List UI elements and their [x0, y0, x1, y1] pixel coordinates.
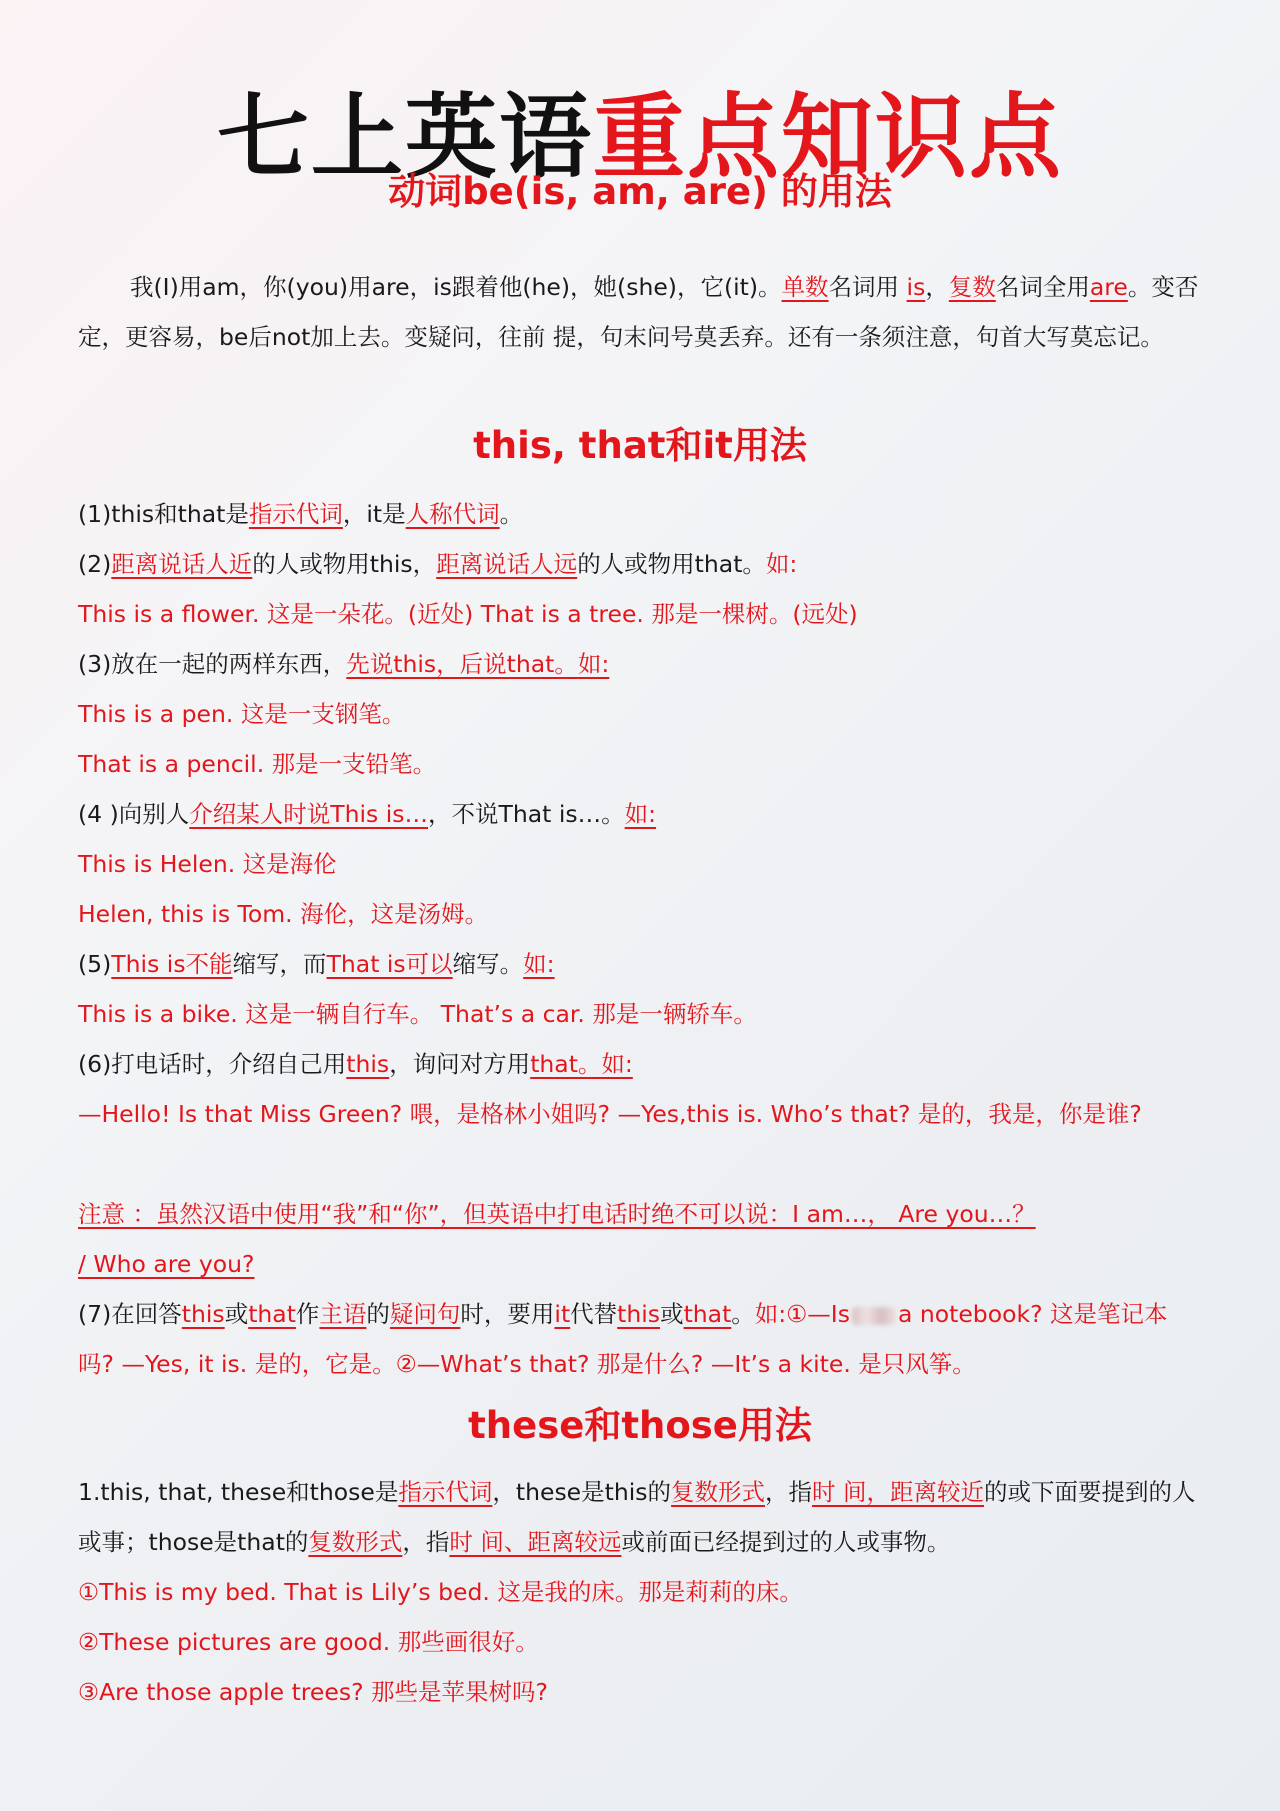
underlined-term: 复数形式 [671, 1478, 766, 1506]
text: (2) [78, 550, 112, 578]
text: ，指 [402, 1528, 450, 1556]
underlined-term: this [617, 1300, 661, 1328]
text: (3)放在一起的两样东西， [78, 650, 347, 678]
section-this-heading: this, that和it用法 [473, 424, 807, 467]
text: 的 [366, 1300, 390, 1328]
text: 代替 [570, 1300, 618, 1328]
underlined-term: This is不能 [111, 950, 233, 978]
underlined-term: 指示代词 [248, 500, 343, 528]
section-these-heading: these和those用法 [468, 1404, 812, 1447]
underlined-term: 如: [624, 800, 657, 828]
be-singular: 单数 [781, 273, 829, 301]
this-example-6: This is a bike. 这是一辆自行车。 That’s a car. 那是一辆轿车。 [78, 1000, 757, 1028]
example-text: a notebook? 这是笔记本吗? —Yes, it is. 是的，它是。②—What’s that? 那是什么? —It’s a kite. 是只风筝。 [78, 1300, 1168, 1378]
text: (4 )向别人 [78, 800, 190, 828]
this-rule-1 [78, 496, 1200, 532]
these-paragraph [78, 1467, 1200, 1567]
this-rule-7 [78, 1289, 1200, 1389]
this-example-7: —Hello! Is that Miss Green? 喂，是格林小姐吗? —Yes,this is. Who’s that? 是的，我是，你是谁? [78, 1100, 1142, 1128]
text: 缩写。 [452, 950, 524, 978]
text: 时，要用 [460, 1300, 555, 1328]
underlined-term: 复数形式 [308, 1528, 403, 1556]
this-example-3: That is a pencil. 那是一支铅笔。 [78, 750, 437, 778]
be-text-1: 我(I)用am，你(you)用are，is跟着他(he)，她(she)，它(it)。 [130, 273, 782, 301]
underlined-term: 如: [523, 950, 555, 978]
note-text: 注意 ：虽然汉语中使用“我”和“你”，但英语中打电话时绝不可以说：I am…， Are you…？ [78, 1200, 1036, 1228]
text: ，询问对方用 [389, 1050, 531, 1078]
text: 缩写，而 [232, 950, 327, 978]
note-text: / Who are you? [78, 1250, 255, 1278]
underlined-term: That is可以 [326, 950, 453, 978]
underlined-term: 人称代词 [405, 500, 500, 528]
these-example-3: ③Are those apple trees? 那些是苹果树吗? [78, 1678, 548, 1706]
underlined-term: 距离说话人近 [111, 550, 253, 578]
be-text-5: 。变否定，更容易，be后not加上去。变疑问，往前 提，句末问号莫丢弃。还有一条须注意，句首大写莫忘记。 [78, 273, 1199, 351]
these-example-1: ①This is my bed. That is Lily’s bed. 这是我的床。那是莉莉的床。 [78, 1578, 803, 1606]
text: 的人或物用this， [252, 550, 437, 578]
this-rule-6 [78, 1046, 1200, 1082]
text: 或 [224, 1300, 249, 1328]
text: (6)打电话时，介绍自己用 [78, 1050, 347, 1078]
be-text-4: 名词全用 [995, 273, 1090, 301]
this-rule-3 [78, 646, 1200, 682]
underlined-term: 距离说话人远 [436, 550, 578, 578]
underlined-term: 主语 [319, 1300, 367, 1328]
underlined-term: that。如: [530, 1050, 633, 1078]
underlined-term: it [554, 1300, 571, 1328]
section-be-heading: 动词be(is, am, are) 的用法 [388, 170, 892, 213]
this-note-line-1 [78, 1196, 1200, 1232]
underlined-term: this [181, 1300, 225, 1328]
text: ，it是 [342, 500, 406, 528]
be-is: is [906, 273, 926, 301]
this-note-line-2 [78, 1246, 1200, 1282]
section-be-paragraph [78, 262, 1200, 362]
text: ，指 [765, 1478, 813, 1506]
underlined-term: 疑问句 [389, 1300, 461, 1328]
underlined-term: 时 间，距离较近 [812, 1478, 985, 1506]
this-rule-5 [78, 946, 1200, 982]
example-cue: 如: [765, 550, 798, 578]
underlined-term: this [346, 1050, 390, 1078]
this-example-5: Helen, this is Tom. 海伦，这是汤姆。 [78, 900, 489, 928]
this-example-2: This is a pen. 这是一支钢笔。 [78, 700, 406, 728]
be-are: are [1089, 273, 1128, 301]
this-rule-2 [78, 546, 1200, 582]
be-text-2: 名词用 [828, 273, 900, 301]
this-rule-4 [78, 796, 1200, 832]
this-example-1: This is a flower. 这是一朵花。(近处) That is a tree. 那是一棵树。(远处) [78, 600, 858, 628]
underlined-term: 先说this，后说that。如: [346, 650, 610, 678]
text: ，these是this的 [492, 1478, 672, 1506]
text: 作 [295, 1300, 320, 1328]
title-red-part: 重点知识点 [593, 83, 1064, 191]
text: 。 [499, 500, 524, 528]
text: (7)在回答 [78, 1300, 182, 1328]
example-text: 如:①—Is [754, 1300, 850, 1328]
text: 或 [660, 1300, 684, 1328]
text: (5) [78, 950, 112, 978]
blurred-word [852, 1307, 896, 1325]
text: ，不说That is…。 [428, 800, 625, 828]
text: 的或下面要提到的人或事；those是that的 [78, 1478, 1196, 1556]
text: 的人或物用that。 [577, 550, 766, 578]
underlined-term: that [683, 1300, 732, 1328]
text: 1.this, that, these和those是 [78, 1478, 399, 1506]
title-black-part: 七上英语 [216, 83, 593, 191]
these-example-2: ②These pictures are good. 那些画很好。 [78, 1628, 539, 1656]
be-plural: 复数 [948, 273, 996, 301]
this-example-4: This is Helen. 这是海伦 [78, 850, 337, 878]
underlined-term: 指示代词 [398, 1478, 493, 1506]
text: (1)this和that是 [78, 500, 249, 528]
underlined-term: 介绍某人时说This is… [189, 800, 429, 828]
text: 或前面已经提到过的人或事物。 [621, 1528, 951, 1556]
underlined-term: that [248, 1300, 296, 1328]
be-text-3: ， [925, 273, 949, 301]
text: 。 [731, 1300, 755, 1328]
underlined-term: 时 间、距离较远 [449, 1528, 622, 1556]
